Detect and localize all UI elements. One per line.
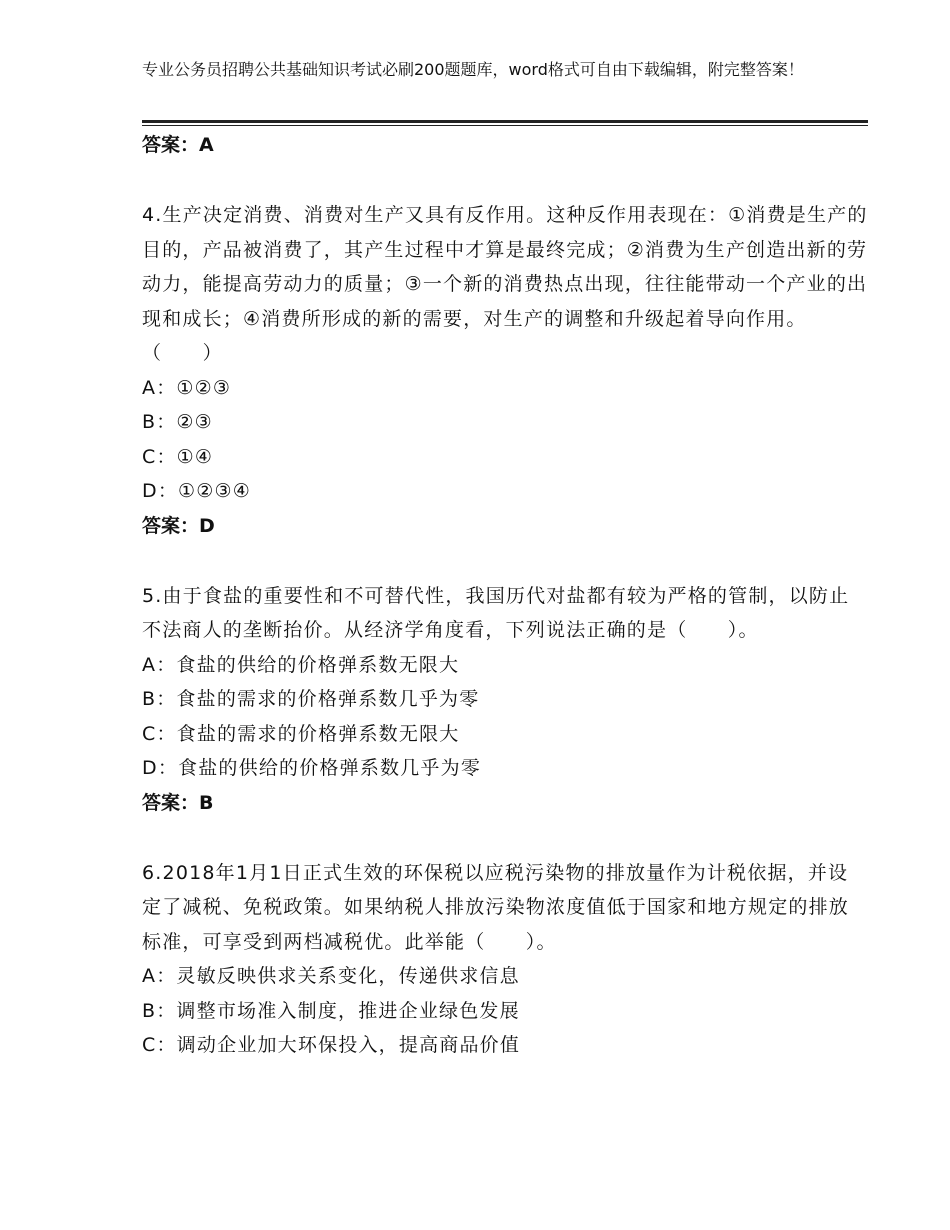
option-a: A：①②③ [142, 376, 232, 399]
question-stem: 6.2018年1月1日正式生效的环保税以应税污染物的排放量作为计税依据，并设定了减税、免税政策。如果纳税人排放污染物浓度值低于国家和地方规定的排放标准，可享受到两档减税优。此举能（ ）。 [142, 861, 850, 953]
option-b: B：调整市场准入制度，推进企业绿色发展 [142, 999, 520, 1022]
header-divider-thick [142, 120, 868, 123]
question-6 [142, 856, 868, 1063]
option-c: C：食盐的需求的价格弹系数无限大 [142, 722, 460, 745]
option-c: C：①④ [142, 445, 214, 468]
option-c: C：调动企业加大环保投入，提高商品价值 [142, 1034, 521, 1056]
page-header: 专业公务员招聘公共基础知识考试必刷200题题库，word格式可自由下载编辑，附完整答案！ [142, 60, 804, 79]
option-b: B：食盐的需求的价格弹系数几乎为零 [142, 688, 480, 710]
question-stem: 5.由于食盐的重要性和不可替代性，我国历代对盐都有较为严格的管制，以防止不法商人的垄断抬价。从经济学角度看，下列说法正确的是（ ）。 [142, 584, 850, 641]
question-5 [142, 579, 868, 786]
question-4 [142, 198, 868, 509]
document-body [142, 128, 868, 1063]
option-b: B：②③ [142, 411, 213, 433]
spacer [142, 820, 868, 856]
option-a: A：灵敏反映供求关系变化，传递供求信息 [142, 965, 520, 987]
spacer [142, 162, 868, 198]
answer-q4: 答案：D [142, 514, 215, 537]
answer-q5: 答案：B [142, 791, 214, 814]
header-divider-thin [142, 125, 868, 126]
option-d: D：食盐的供给的价格弹系数几乎为零 [142, 757, 482, 779]
option-d: D：①②③④ [142, 480, 251, 502]
answer-q3: 答案：A [142, 134, 214, 156]
question-stem: 4.生产决定消费、消费对生产又具有反作用。这种反作用表现在：①消费是生产的目的，产品被消费了，其产生过程中才算是最终完成；②消费为生产创造出新的劳动力，能提高劳动力的质量；③一个新的消费热点出现，往往能带动一个产业的出现和成长；④消费所形成的新的需要，对生产的调整和升级起着导向作用。（ ） [142, 204, 868, 364]
document-page [142, 0, 868, 1230]
spacer [142, 543, 868, 579]
option-a: A：食盐的供给的价格弹系数无限大 [142, 653, 460, 676]
